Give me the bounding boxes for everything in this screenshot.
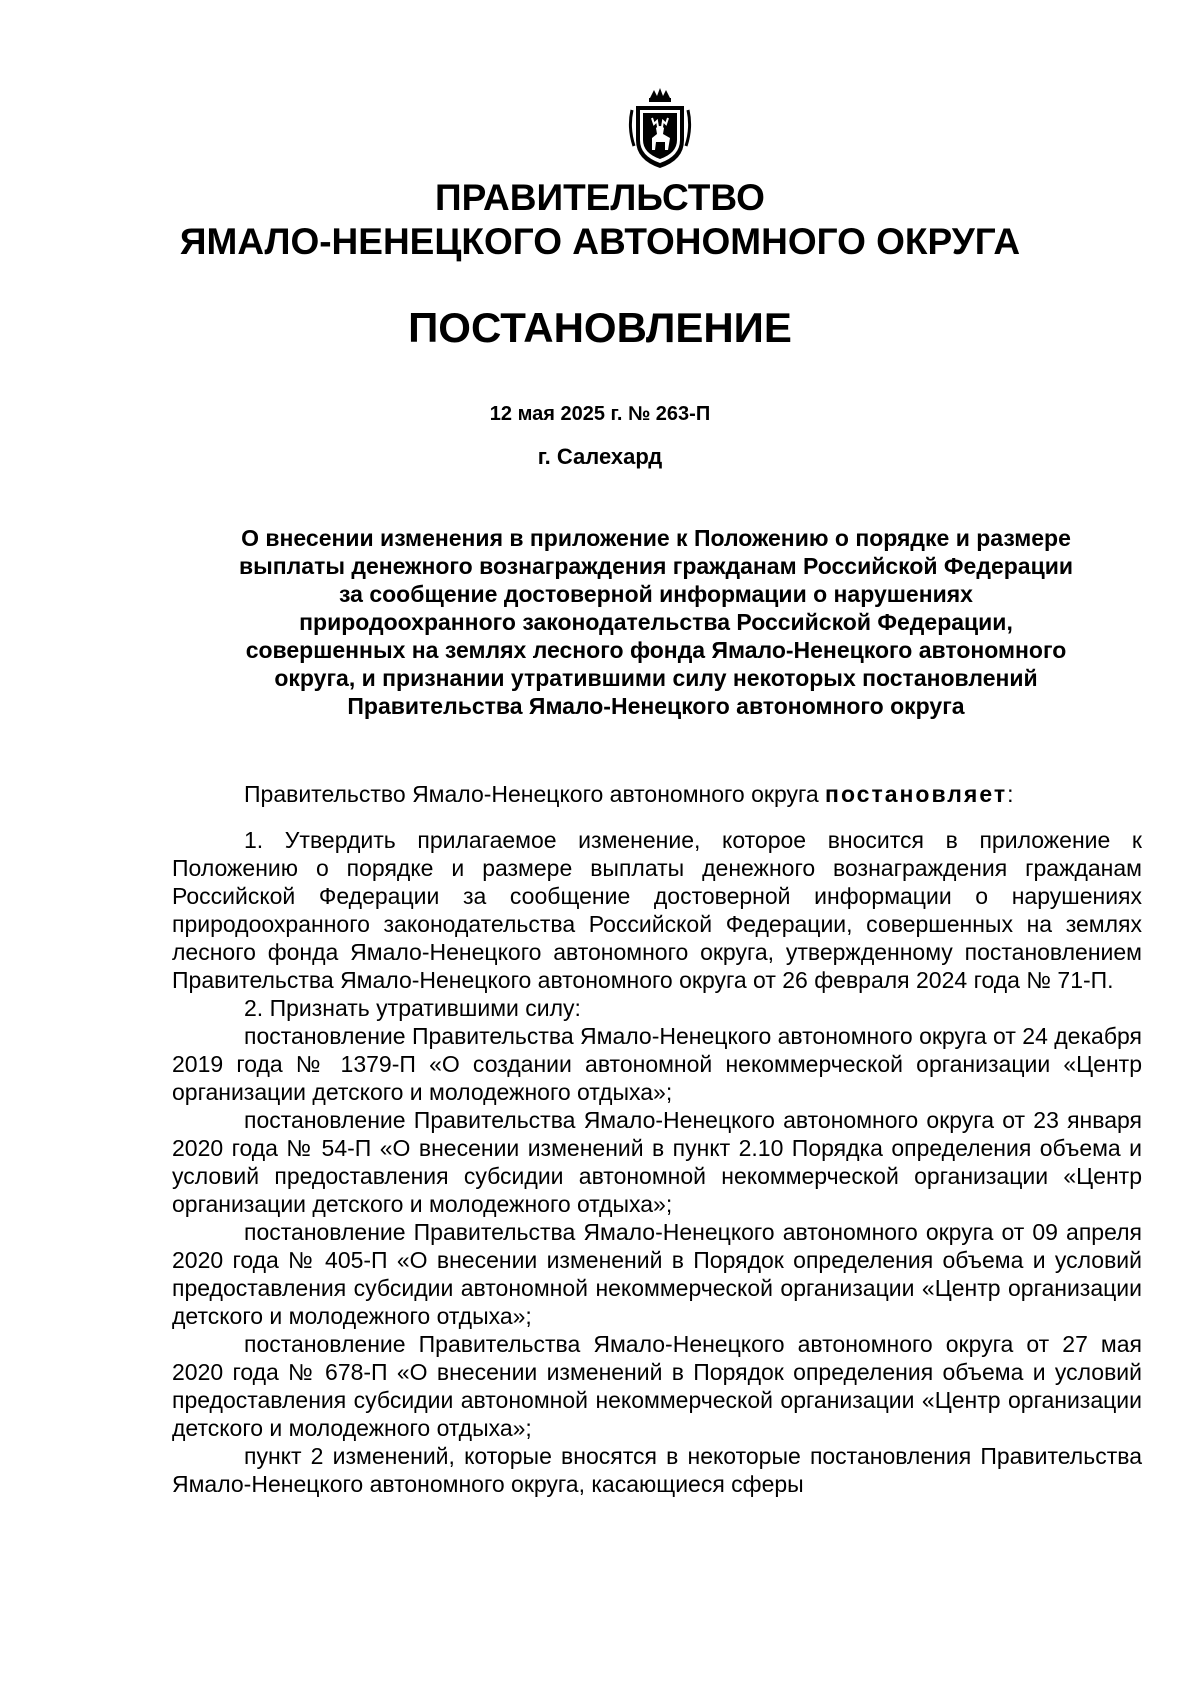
- title-line: Правительства Ямало-Ненецкого автономного округа: [347, 693, 965, 719]
- document-date-number: 12 мая 2025 г. № 263-П: [489, 403, 711, 425]
- paragraph: постановление Правительства Ямало-Ненецкого автономного округа от 27 мая 2020 года № 678-П «О внесении изменений в Порядок определения объема и условий предоставления субсидии автономной некоммерческой организации «Центр организации детского и молодежного отдыха»;: [172, 1331, 1142, 1441]
- preamble-text: Правительство Ямало-Ненецкого автономного округа: [244, 781, 826, 807]
- paragraph: пункт 2 изменений, которые вносятся в некоторые постановления Правительства Ямало-Ненецкого автономного округа, касающиеся сферы: [172, 1443, 1142, 1497]
- coat-of-arms-icon: [628, 88, 692, 172]
- paragraph: постановление Правительства Ямало-Ненецкого автономного округа от 24 декабря 2019 года № 1379-П «О создании автономной некоммерческой организации «Центр организации детского и молодежного отдыха»;: [172, 1023, 1142, 1105]
- title-line: О внесении изменения в приложение к Положению о порядке и размере: [241, 525, 1071, 551]
- document-type: ПОСТАНОВЛЕНИЕ: [408, 304, 792, 351]
- paragraph: постановление Правительства Ямало-Ненецкого автономного округа от 09 апреля 2020 года № 405-П «О внесении изменений в Порядок определения объема и условий предоставления субсидии автономной некоммерческой организации «Центр организации детского и молодежного отдыха»;: [172, 1219, 1142, 1329]
- title-line: выплаты денежного вознаграждения гражданам Российской Федерации: [239, 553, 1073, 579]
- organization-line-1: ПРАВИТЕЛЬСТВО: [435, 177, 765, 218]
- organization-name: [0, 176, 1200, 264]
- document-body: [172, 780, 1142, 1498]
- document-city: г. Салехард: [537, 444, 663, 469]
- title-line: совершенных на землях лесного фонда Ямало-Ненецкого автономного: [245, 637, 1067, 663]
- title-line: природоохранного законодательства Российской Федерации,: [299, 609, 1013, 635]
- preamble: [172, 780, 1142, 808]
- paragraph: 1. Утвердить прилагаемое изменение, которое вносится в приложение к Положению о порядке и размере выплаты денежного вознаграждения гражданам Российской Федерации за сообщение достоверной информации о нарушениях природоохранного законодательства Российской Федерации, совершенных на землях лесного фонда Ямало-Ненецкого автономного округа, утвержденному постановлением Правительства Ямало-Ненецкого автономного округа от 26 февраля 2024 года № 71-П.: [172, 827, 1142, 993]
- paragraph: постановление Правительства Ямало-Ненецкого автономного округа от 23 января 2020 года № 54-П «О внесении изменений в пункт 2.10 Порядка определения объема и условий предоставления субсидии автономной некоммерческой организации «Центр организации детского и молодежного отдыха»;: [172, 1107, 1142, 1217]
- title-line: округа, и признании утратившими силу некоторых постановлений: [274, 665, 1038, 691]
- paragraph: 2. Признать утратившими силу:: [244, 995, 581, 1021]
- title-line: за сообщение достоверной информации о нарушениях: [339, 581, 973, 607]
- preamble-keyword: постановляет: [825, 781, 1008, 807]
- organization-line-2: ЯМАЛО-НЕНЕЦКОГО АВТОНОМНОГО ОКРУГА: [179, 221, 1021, 262]
- document-title: [174, 524, 1138, 720]
- preamble-tail: :: [1007, 781, 1014, 807]
